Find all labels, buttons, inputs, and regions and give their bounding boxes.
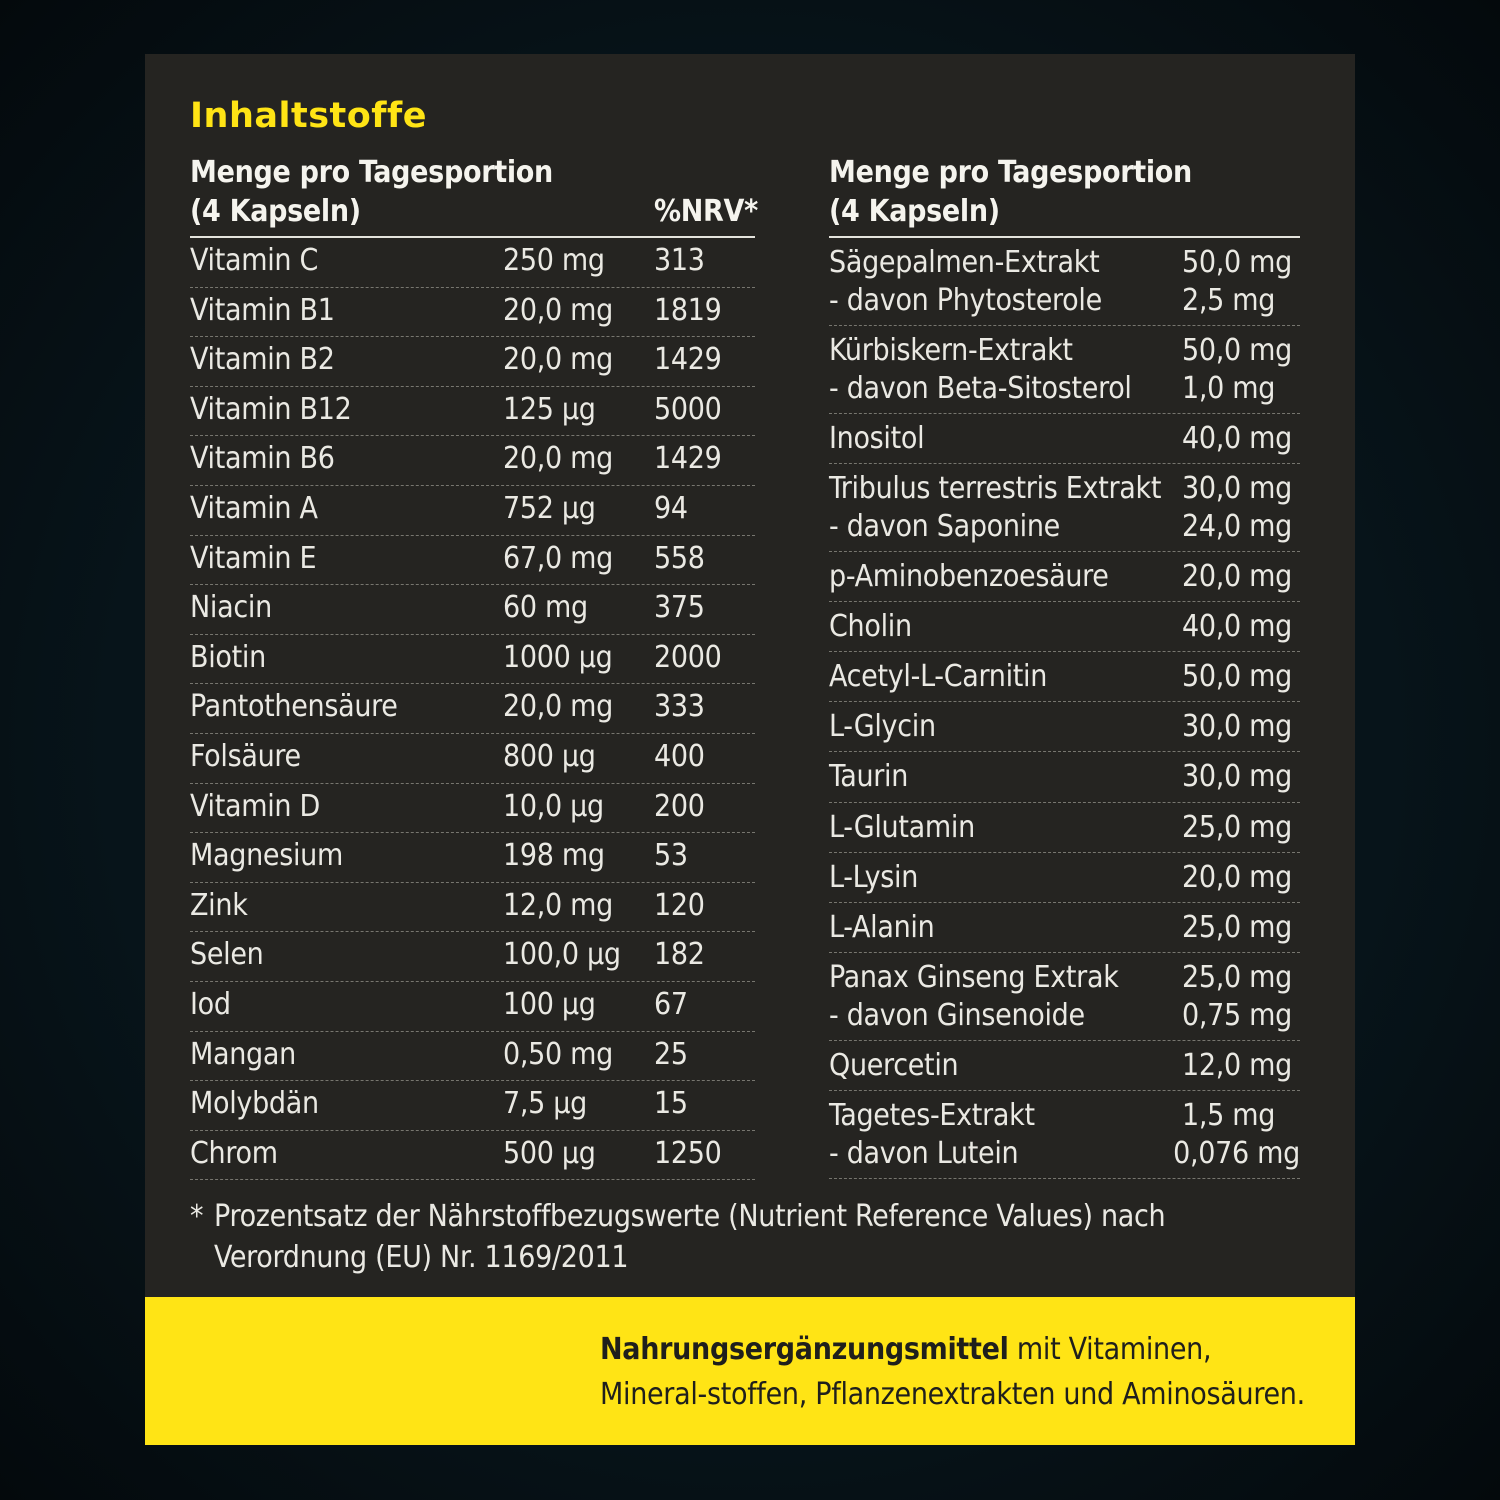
extract-name: Cholin <box>829 608 912 644</box>
extract-amount: 12,0 mg <box>1182 1048 1292 1083</box>
nutrient-amount: 67,0 mg <box>503 540 613 576</box>
extract-name: Inositol <box>829 420 925 456</box>
nutrient-nrv: 53 <box>654 838 688 874</box>
extract-amount: 30,0 mg <box>1182 709 1292 745</box>
nutrient-nrv: 67 <box>654 987 688 1022</box>
nutrient-name: Molybdän <box>190 1086 319 1122</box>
nutrient-amount: 20,0 mg <box>503 342 613 378</box>
extract-amount: 0,076 mg <box>1173 1136 1300 1172</box>
extract-amount: 0,75 mg <box>1182 998 1292 1034</box>
nutrient-amount: 0,50 mg <box>503 1036 613 1072</box>
nutrient-nrv: 25 <box>654 1036 688 1072</box>
extract-row <box>829 652 1300 702</box>
nutrient-row <box>190 238 755 288</box>
nutrient-name: Mangan <box>190 1036 296 1072</box>
extract-name: L-Glutamin <box>829 809 975 845</box>
nutrient-amount: 20,0 mg <box>503 441 613 477</box>
nutrient-name: Niacin <box>190 590 272 626</box>
nutrient-row <box>190 1081 755 1131</box>
extract-row <box>829 903 1300 953</box>
extract-line <box>829 859 1300 897</box>
extract-amount: 50,0 mg <box>1182 245 1292 280</box>
nutrient-name: Vitamin D <box>190 788 320 824</box>
extract-line <box>829 420 1300 458</box>
nutrient-row <box>190 932 755 982</box>
nutrient-amount: 500 µg <box>503 1135 596 1171</box>
extract-name: - davon Ginsenoide <box>829 998 1085 1034</box>
extract-row <box>829 1041 1300 1091</box>
left-header-nrv: %NRV* <box>654 194 758 229</box>
nutrient-nrv: 2000 <box>654 639 722 675</box>
footnote-text: Prozentsatz der Nährstoffbezugswerte (Nutrient Reference Values) nach Verordnung (EU) Nr. 1169/2011 <box>214 1199 1166 1275</box>
extract-amount: 50,0 mg <box>1182 332 1292 368</box>
extract-line <box>829 558 1300 596</box>
nutrient-name: Vitamin B12 <box>190 391 352 427</box>
extract-name: Panax Ginseng Extrak <box>829 960 1119 996</box>
extract-line <box>829 959 1300 997</box>
nutrient-amount: 125 µg <box>503 391 596 427</box>
nutrient-name: Selen <box>190 937 264 973</box>
nutrient-row <box>190 833 755 883</box>
nutrient-nrv: 375 <box>654 590 705 626</box>
nutrient-amount: 60 mg <box>503 590 588 626</box>
nutrient-name: Chrom <box>190 1135 278 1171</box>
extract-amount: 20,0 mg <box>1182 558 1292 594</box>
left-header-line2: (4 Kapseln) <box>190 194 361 229</box>
extract-row <box>829 414 1300 464</box>
extract-row <box>829 752 1300 802</box>
extract-line <box>829 370 1300 408</box>
nutrient-name: Biotin <box>190 639 266 675</box>
extract-name: Quercetin <box>829 1048 959 1083</box>
extract-line <box>829 658 1300 696</box>
extract-line <box>829 470 1300 508</box>
extract-amount: 40,0 mg <box>1182 608 1292 644</box>
nutrient-name: Folsäure <box>190 739 301 774</box>
extract-name: - davon Beta-Sitosterol <box>829 370 1132 406</box>
nutrient-nrv: 5000 <box>654 391 722 427</box>
nutrient-row <box>190 734 755 784</box>
nutrient-row <box>190 784 755 834</box>
nutrient-nrv: 400 <box>654 739 705 774</box>
nutrient-amount: 20,0 mg <box>503 292 613 328</box>
extract-name: Kürbiskern-Extrakt <box>829 332 1073 368</box>
section-title: Inhaltstoffe <box>190 96 428 136</box>
extract-name: L-Alanin <box>829 910 935 945</box>
extract-line <box>829 1135 1300 1173</box>
nutrient-row <box>190 585 755 635</box>
extract-line <box>829 909 1300 947</box>
extract-name: Tribulus terrestris Extrakt <box>829 470 1162 506</box>
extract-line <box>829 997 1300 1035</box>
nutrient-amount: 100 µg <box>503 987 596 1022</box>
extract-row <box>829 326 1300 414</box>
nutrient-amount: 800 µg <box>503 739 596 774</box>
nutrient-name: Vitamin B6 <box>190 441 335 477</box>
nutrient-nrv: 313 <box>654 243 705 278</box>
extract-amount: 30,0 mg <box>1182 470 1292 506</box>
extract-line <box>829 508 1300 546</box>
extract-amount: 30,0 mg <box>1182 759 1292 795</box>
tagline-bold: Nahrungsergänzungsmittel <box>600 1332 1009 1367</box>
left-header-line1: Menge pro Tagesportion <box>190 155 553 190</box>
nutrient-name: Magnesium <box>190 838 343 874</box>
nutrient-row <box>190 387 755 437</box>
nutrient-nrv: 182 <box>654 937 705 973</box>
nutrient-nrv: 1429 <box>654 441 722 477</box>
extract-amount: 2,5 mg <box>1182 283 1276 318</box>
nutrient-name: Vitamin B1 <box>190 292 335 328</box>
nutrient-nrv: 558 <box>654 540 705 576</box>
extract-amount: 40,0 mg <box>1182 420 1292 456</box>
nutrient-amount: 250 mg <box>503 243 605 278</box>
nutrient-nrv: 1429 <box>654 342 722 378</box>
nutrient-row <box>190 1032 755 1082</box>
nutrient-name: Pantothensäure <box>190 689 398 725</box>
nutrient-name: Vitamin A <box>190 491 318 526</box>
extract-amount: 25,0 mg <box>1182 910 1292 945</box>
nutrient-row <box>190 436 755 486</box>
extract-line <box>829 758 1300 796</box>
product-tagline <box>600 1327 1320 1417</box>
nutrient-nrv: 15 <box>654 1086 688 1122</box>
extract-row <box>829 1091 1300 1179</box>
nutrient-row <box>190 684 755 734</box>
extract-row <box>829 853 1300 903</box>
extract-line <box>829 282 1300 320</box>
nutrient-row <box>190 536 755 586</box>
footnote-marker: * <box>190 1199 204 1234</box>
extract-amount: 1,5 mg <box>1182 1098 1276 1134</box>
extract-row <box>829 552 1300 602</box>
extract-name: - davon Saponine <box>829 508 1060 544</box>
right-header-line1: Menge pro Tagesportion <box>829 155 1192 190</box>
extract-name: - davon Phytosterole <box>829 283 1102 318</box>
extract-line <box>829 708 1300 746</box>
nutrient-row <box>190 288 755 338</box>
nutrient-nrv: 1250 <box>654 1135 722 1171</box>
nutrient-amount: 7,5 µg <box>503 1086 587 1122</box>
nutrient-row <box>190 883 755 933</box>
nutrient-nrv: 1819 <box>654 292 722 328</box>
nutrient-amount: 12,0 mg <box>503 887 613 923</box>
nutrient-amount: 1000 µg <box>503 639 613 675</box>
extract-line <box>829 1097 1300 1135</box>
extract-name: Taurin <box>829 759 909 795</box>
nutrient-amount: 752 µg <box>503 491 596 526</box>
nutrient-amount: 10,0 µg <box>503 788 604 824</box>
extract-row <box>829 702 1300 752</box>
nutrient-row <box>190 337 755 387</box>
extract-line <box>829 608 1300 646</box>
extract-amount: 1,0 mg <box>1182 370 1276 406</box>
extract-amount: 24,0 mg <box>1182 508 1292 544</box>
extract-row <box>829 803 1300 853</box>
nutrient-nrv: 333 <box>654 689 705 725</box>
extract-line <box>829 809 1300 847</box>
extract-amount: 25,0 mg <box>1182 809 1292 845</box>
nutrient-row <box>190 486 755 536</box>
right-table-header <box>829 153 1300 231</box>
extract-name: Sägepalmen-Extrakt <box>829 245 1100 280</box>
left-table-header <box>190 153 758 231</box>
nutrient-nrv: 120 <box>654 887 705 923</box>
nutrient-amount: 20,0 mg <box>503 689 613 725</box>
extract-amount: 25,0 mg <box>1182 960 1292 996</box>
nutrient-name: Zink <box>190 887 248 923</box>
extract-row <box>829 602 1300 652</box>
extract-line <box>829 332 1300 370</box>
extract-name: Tagetes-Extrakt <box>829 1098 1035 1134</box>
nutrient-nrv: 94 <box>654 491 688 526</box>
nutrient-name: Vitamin C <box>190 243 319 278</box>
extract-row <box>829 464 1300 552</box>
extract-row <box>829 953 1300 1041</box>
extract-row <box>829 238 1300 326</box>
nutrient-amount: 100,0 µg <box>503 937 621 973</box>
extract-name: Acetyl-L-Carnitin <box>829 659 1048 694</box>
extract-name: L-Lysin <box>829 859 919 895</box>
nutrient-row <box>190 982 755 1032</box>
nutrient-row <box>190 1131 755 1181</box>
extract-amount: 50,0 mg <box>1182 659 1292 694</box>
extract-name: - davon Lutein <box>829 1136 1019 1172</box>
extract-name: L-Glycin <box>829 709 936 745</box>
footnote <box>190 1196 1310 1278</box>
extract-line <box>829 244 1300 282</box>
extract-name: p-Aminobenzoesäure <box>829 558 1109 594</box>
extract-amount: 20,0 mg <box>1182 859 1292 895</box>
nutrient-nrv: 200 <box>654 788 705 824</box>
right-header-line2: (4 Kapseln) <box>829 194 1000 229</box>
tagline-rest: mit Vitaminen, Mineral-stoffen, Pflanzenextrakten und Aminosäuren. <box>600 1332 1305 1412</box>
nutrient-name: Iod <box>190 987 231 1022</box>
nutrient-amount: 198 mg <box>503 838 605 874</box>
extract-line <box>829 1047 1300 1085</box>
nutrient-name: Vitamin E <box>190 540 317 576</box>
nutrient-name: Vitamin B2 <box>190 342 335 378</box>
nutrient-row <box>190 635 755 685</box>
